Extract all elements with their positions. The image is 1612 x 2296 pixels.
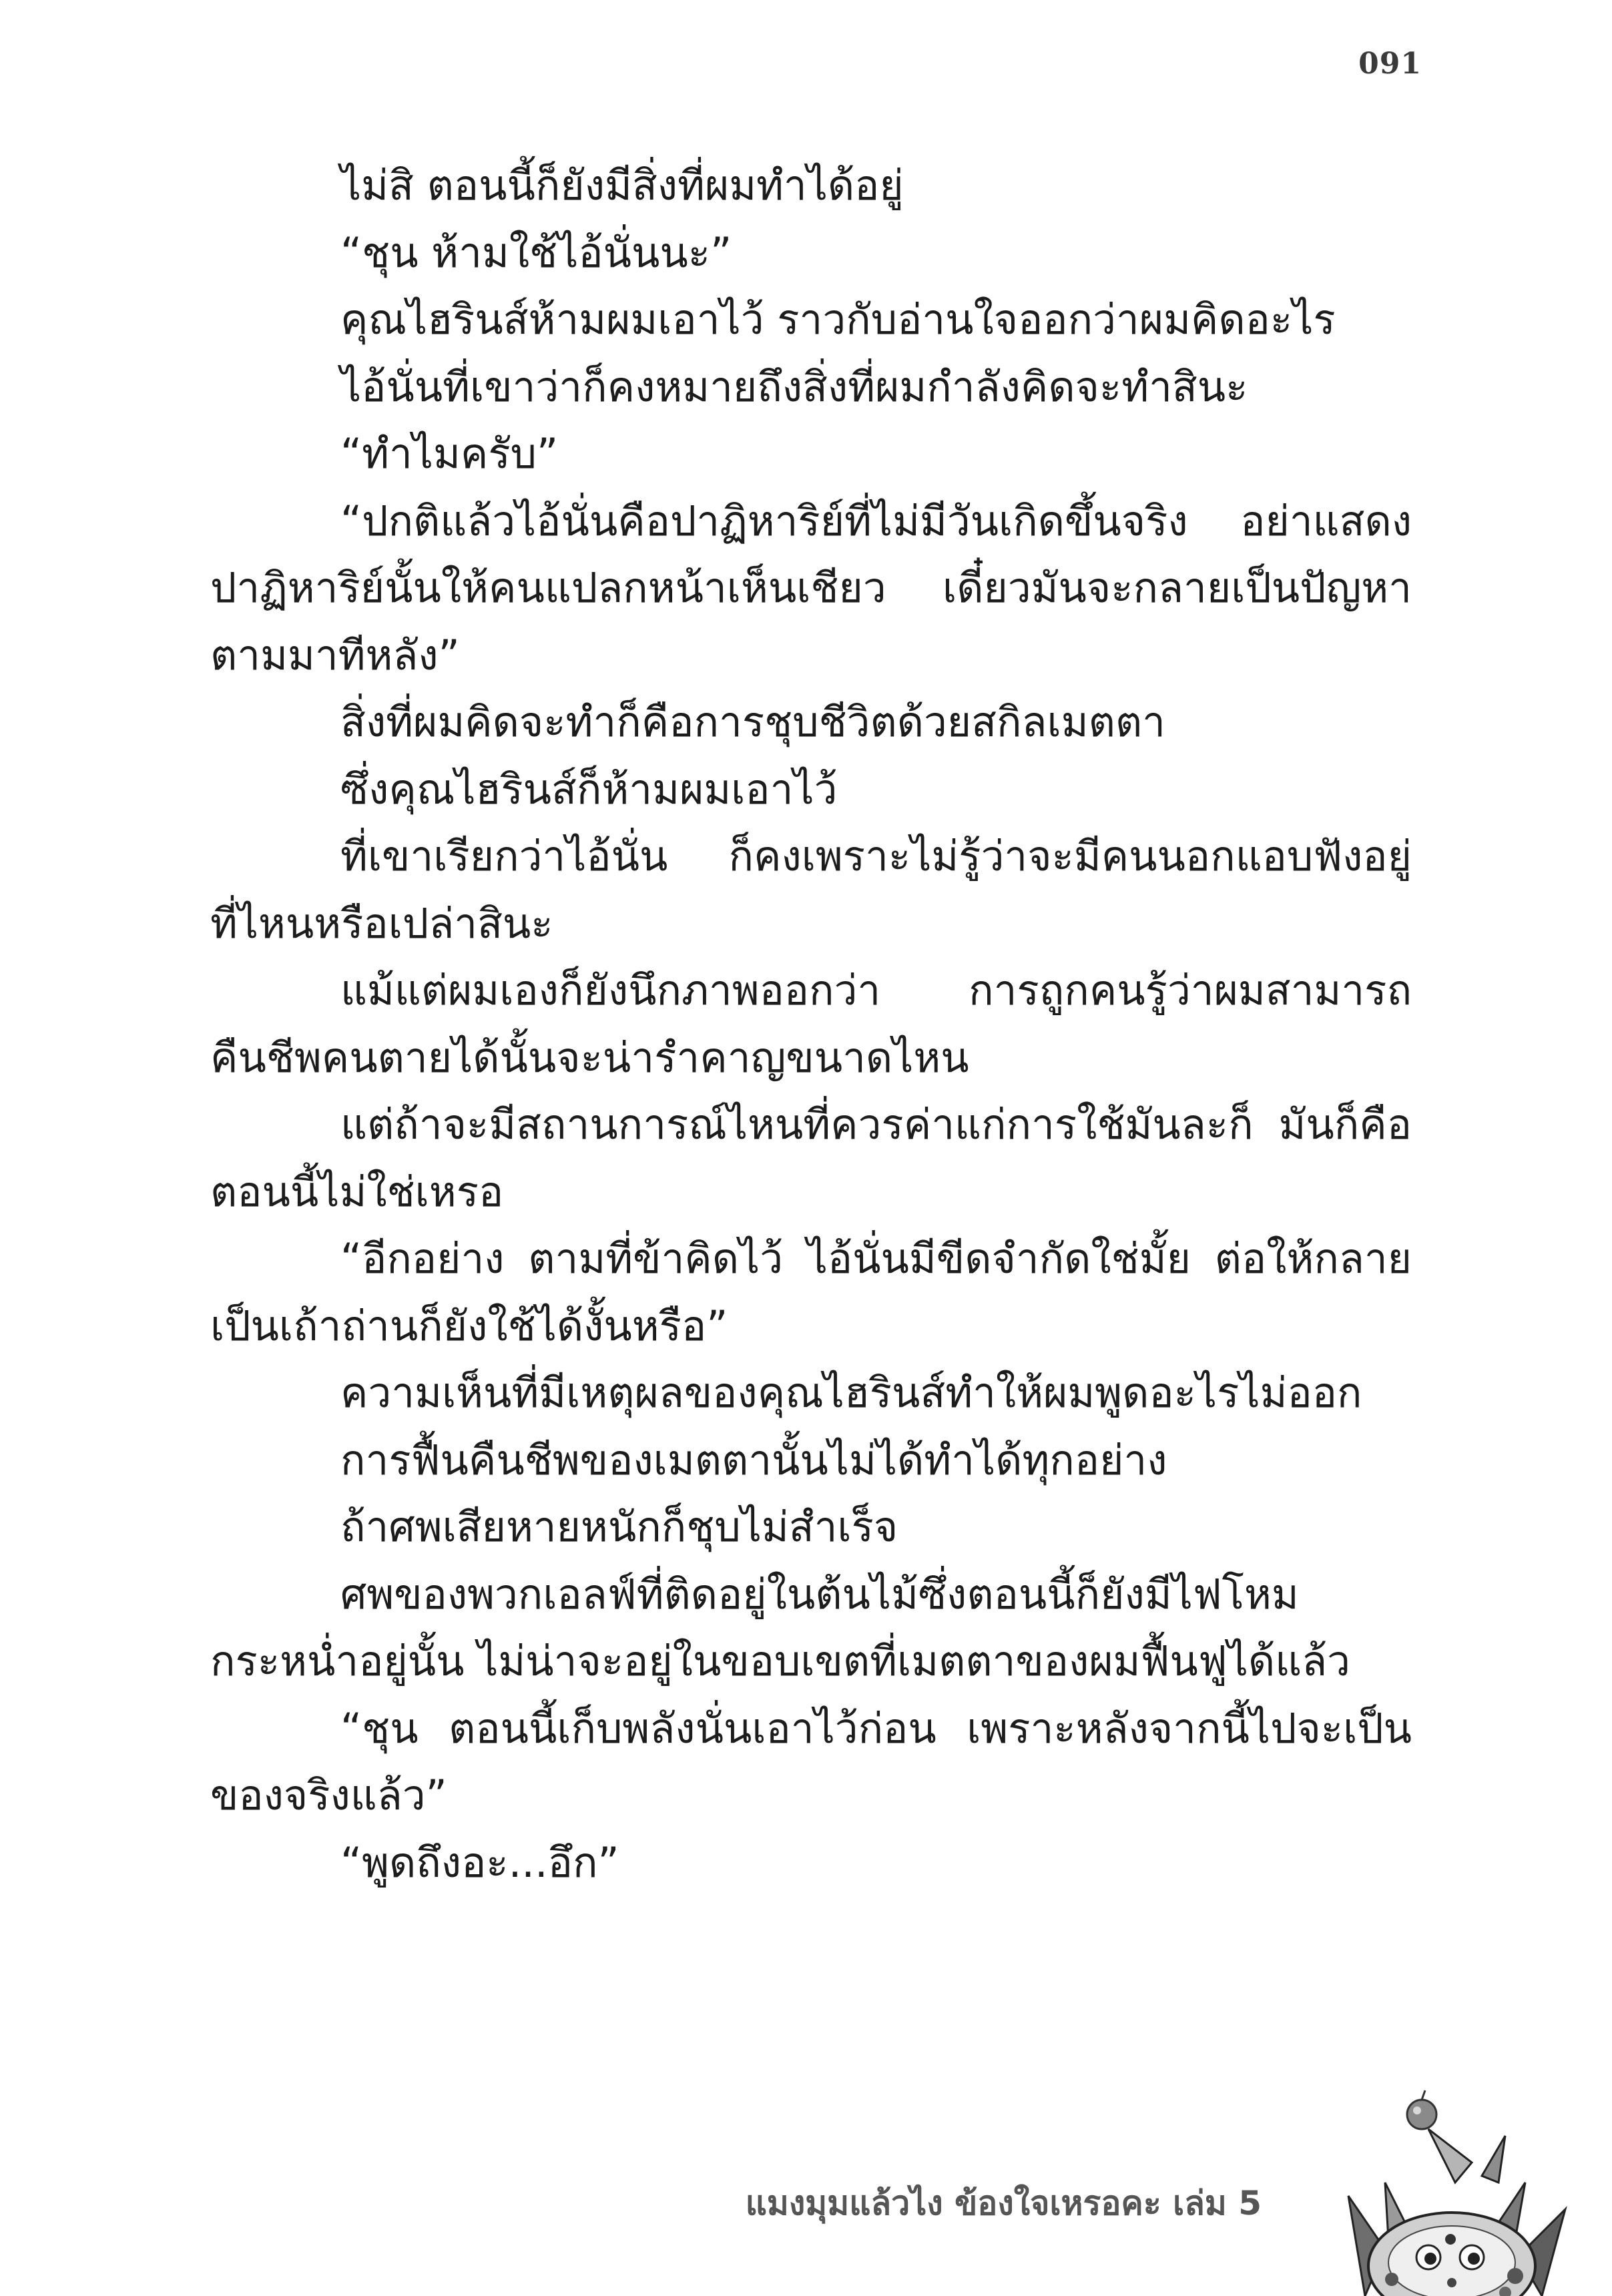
- paragraph: ความเห็นที่มีเหตุผลของคุณไฮรินส์ทำให้ผมพูดอะไรไม่ออก: [340, 1368, 1362, 1417]
- page-number: 091: [1358, 47, 1422, 81]
- paragraph: “พูดถึงอะ...อึก”: [340, 1837, 619, 1887]
- paragraph: ซึ่งคุณไฮรินส์ก็ห้ามผมเอาไว้: [340, 764, 838, 814]
- paragraph: แต่ถ้าจะมีสถานการณ์ไหนที่ควรค่าแก่การใช้มันละก็ มันก็คือตอนนี้ไม่ใช่เหรอ: [210, 1100, 1412, 1216]
- paragraph: ถ้าศพเสียหายหนักก็ชุบไม่สำเร็จ: [340, 1502, 898, 1551]
- paragraph: “ปกติแล้วไอ้นั่นคือปาฏิหาริย์ที่ไม่มีวันเกิดขึ้นจริง อย่าแสดงปาฏิหาริย์นั้นให้คนแปลกหน้าเห็นเชียว เดี๋ยวมันจะกลายเป็นปัญหาตามมาทีหลัง”: [210, 496, 1412, 679]
- paragraph: “อีกอย่าง ตามที่ข้าคิดไว้ ไอ้นั่นมีขีดจำกัดใช่มั้ย ต่อให้กลายเป็นเถ้าถ่านก็ยังใช้ได้งั้นหรือ”: [210, 1234, 1412, 1350]
- paragraph: การฟื้นคืนชีพของเมตตานั้นไม่ได้ทำได้ทุกอย่าง: [340, 1435, 1167, 1484]
- spider-mascot-icon: [1285, 2082, 1572, 2296]
- paragraph: ไอ้นั่นที่เขาว่าก็คงหมายถึงสิ่งที่ผมกำลังคิดจะทำสินะ: [340, 362, 1248, 411]
- body-text: [210, 152, 1412, 1896]
- paragraph: ไม่สิ ตอนนี้ก็ยังมีสิ่งที่ผมทำได้อยู่: [340, 161, 904, 210]
- paragraph: คุณไฮรินส์ห้ามผมเอาไว้ ราวกับอ่านใจออกว่าผมคิดอะไร: [340, 295, 1336, 344]
- paragraph: ศพของพวกเอลฟ์ที่ติดอยู่ในต้นไม้ซึ่งตอนนี้ก็ยังมีไฟโหมกระหน่ำอยู่นั้น ไม่น่าจะอยู่ในขอบเขตที่เมตตาของผมฟื้นฟูได้แล้ว: [210, 1569, 1350, 1685]
- paragraph: แม้แต่ผมเองก็ยังนึกภาพออกว่า การถูกคนรู้ว่าผมสามารถคืนชีพคนตายได้นั้นจะน่ารำคาญขนาดไหน: [210, 966, 1412, 1082]
- paragraph: “ชุน ตอนนี้เก็บพลังนั่นเอาไว้ก่อน เพราะหลังจากนี้ไปจะเป็นของจริงแล้ว”: [210, 1703, 1412, 1819]
- paragraph: สิ่งที่ผมคิดจะทำก็คือการชุบชีวิตด้วยสกิลเมตตา: [340, 697, 1165, 746]
- paragraph: “ทำไมครับ”: [340, 429, 559, 478]
- footer-book-title: แมงมุมแล้วไง ข้องใจเหรอคะ เล่ม 5: [745, 2184, 1262, 2223]
- paragraph: “ชุน ห้ามใช้ไอ้นั่นนะ”: [340, 228, 732, 277]
- paragraph: ที่เขาเรียกว่าไอ้นั่น ก็คงเพราะไม่รู้ว่าจะมีคนนอกแอบฟังอยู่ที่ไหนหรือเปล่าสินะ: [210, 832, 1412, 948]
